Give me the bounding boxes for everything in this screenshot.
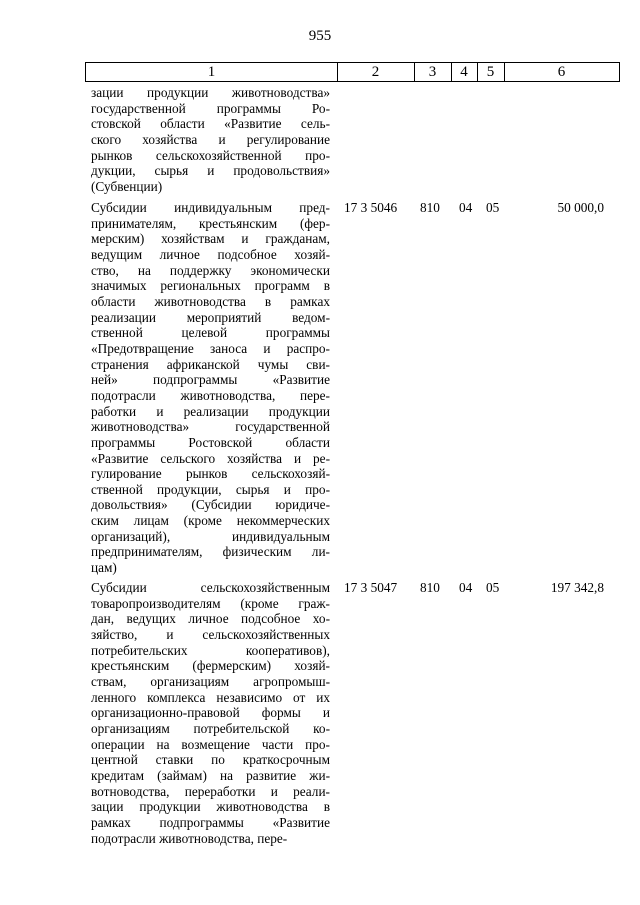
table-row-3-ved: 810 — [420, 580, 440, 595]
table-row-3-description — [91, 580, 330, 846]
text-line: значимых региональных программ в — [91, 278, 330, 294]
text-line: рамках подпрограммы «Развитие — [91, 814, 330, 830]
header-col-5: 5 — [477, 62, 505, 82]
text-line: крестьянским (фермерским) хозяй- — [91, 658, 330, 674]
text-line: центной ставки по краткосрочным — [91, 752, 330, 768]
text-line: довольствия» (Субсидии юридиче- — [91, 497, 330, 513]
header-col-4: 4 — [451, 62, 478, 82]
table-row-3-pr: 05 — [486, 580, 500, 595]
text-line: зяйство, и сельскохозяйственных — [91, 626, 330, 642]
header-col-2: 2 — [337, 62, 415, 82]
header-col-3: 3 — [414, 62, 452, 82]
text-line: «Предотвращение заноса и распро- — [91, 340, 330, 356]
table-row-3-rz: 04 — [459, 580, 473, 595]
text-line: ским лицам (кроме некоммерческих — [91, 513, 330, 529]
text-line: дукции, сырья и продовольствия» — [91, 163, 330, 179]
text-line: государственной программы Ро- — [91, 100, 330, 116]
text-line: потребительских кооперативов), — [91, 642, 330, 658]
text-line: животноводства» государственной — [91, 419, 330, 435]
text-line: ского хозяйства и регулирование — [91, 131, 330, 147]
text-line: области животноводства в рамках — [91, 293, 330, 309]
text-line: цам) — [91, 560, 117, 576]
text-line: странения африканской чумы сви- — [91, 356, 330, 372]
text-line: дан, ведущих личное подсобное хо- — [91, 611, 330, 627]
text-line: ство, на поддержку экономически — [91, 262, 330, 278]
table-header — [85, 62, 620, 82]
page-number: 955 — [308, 28, 332, 44]
text-line: стовской области «Развитие сель- — [91, 116, 330, 132]
text-line: операции на возмещение части про- — [91, 736, 330, 752]
text-line: подотрасли животноводства, пере- — [91, 830, 288, 846]
text-line: реализации мероприятий ведом- — [91, 309, 330, 325]
text-line: организациям потребительской ко- — [91, 720, 330, 736]
text-line: зации продукции животноводства в — [91, 799, 330, 815]
text-line: предпринимателям, физическим ли- — [91, 544, 330, 560]
text-line: ствам, организациям агропромыш- — [91, 673, 330, 689]
text-line: программы Ростовской области — [91, 434, 330, 450]
text-line: работки и реализации продукции — [91, 403, 330, 419]
text-line: мерским) хозяйствам и гражданам, — [91, 231, 330, 247]
table-row-3-code: 17 3 5047 — [344, 580, 398, 595]
text-line: организаций), индивидуальным — [91, 528, 330, 544]
text-line: принимателям, крестьянским (фер- — [91, 215, 330, 231]
header-col-6: 6 — [504, 62, 620, 82]
table-row-2-rz: 04 — [459, 200, 473, 215]
text-line: Субсидии индивидуальным пред- — [91, 200, 330, 215]
text-line: (Субвенции) — [91, 178, 163, 194]
text-line: ственной продукции, сырья и про- — [91, 481, 330, 497]
text-line: гулирование рынков сельскохозяй- — [91, 466, 330, 482]
table-row-2-description — [91, 200, 330, 576]
table-row-2-ved: 810 — [420, 200, 440, 215]
table-row-1-description — [91, 85, 330, 195]
text-line: «Развитие сельского хозяйства и ре- — [91, 450, 330, 466]
text-line: подотрасли животноводства, пере- — [91, 387, 330, 403]
header-col-1: 1 — [85, 62, 338, 82]
text-line: ственной целевой программы — [91, 325, 330, 341]
text-line: зации продукции животноводства» — [91, 85, 330, 100]
table-row-3-sum: 197 342,8 — [550, 580, 604, 595]
text-line: организационно-правовой формы и — [91, 705, 330, 721]
table-row-2-pr: 05 — [486, 200, 500, 215]
text-line: кредитам (займам) на развитие жи- — [91, 767, 330, 783]
table-row-2-code: 17 3 5046 — [344, 200, 398, 215]
text-line: ленного комплекса независимо от их — [91, 689, 330, 705]
text-line: ней» подпрограммы «Развитие — [91, 372, 330, 388]
text-line: Субсидии сельскохозяйственным — [91, 580, 330, 595]
table-row-2-sum: 50 000,0 — [557, 200, 604, 215]
text-line: рынков сельскохозяйственной про- — [91, 147, 330, 163]
text-line: вотноводства, переработки и реали- — [91, 783, 330, 799]
text-line: товаропроизводителям (кроме граж- — [91, 595, 330, 611]
text-line: ведущим личное подсобное хозяй- — [91, 246, 330, 262]
